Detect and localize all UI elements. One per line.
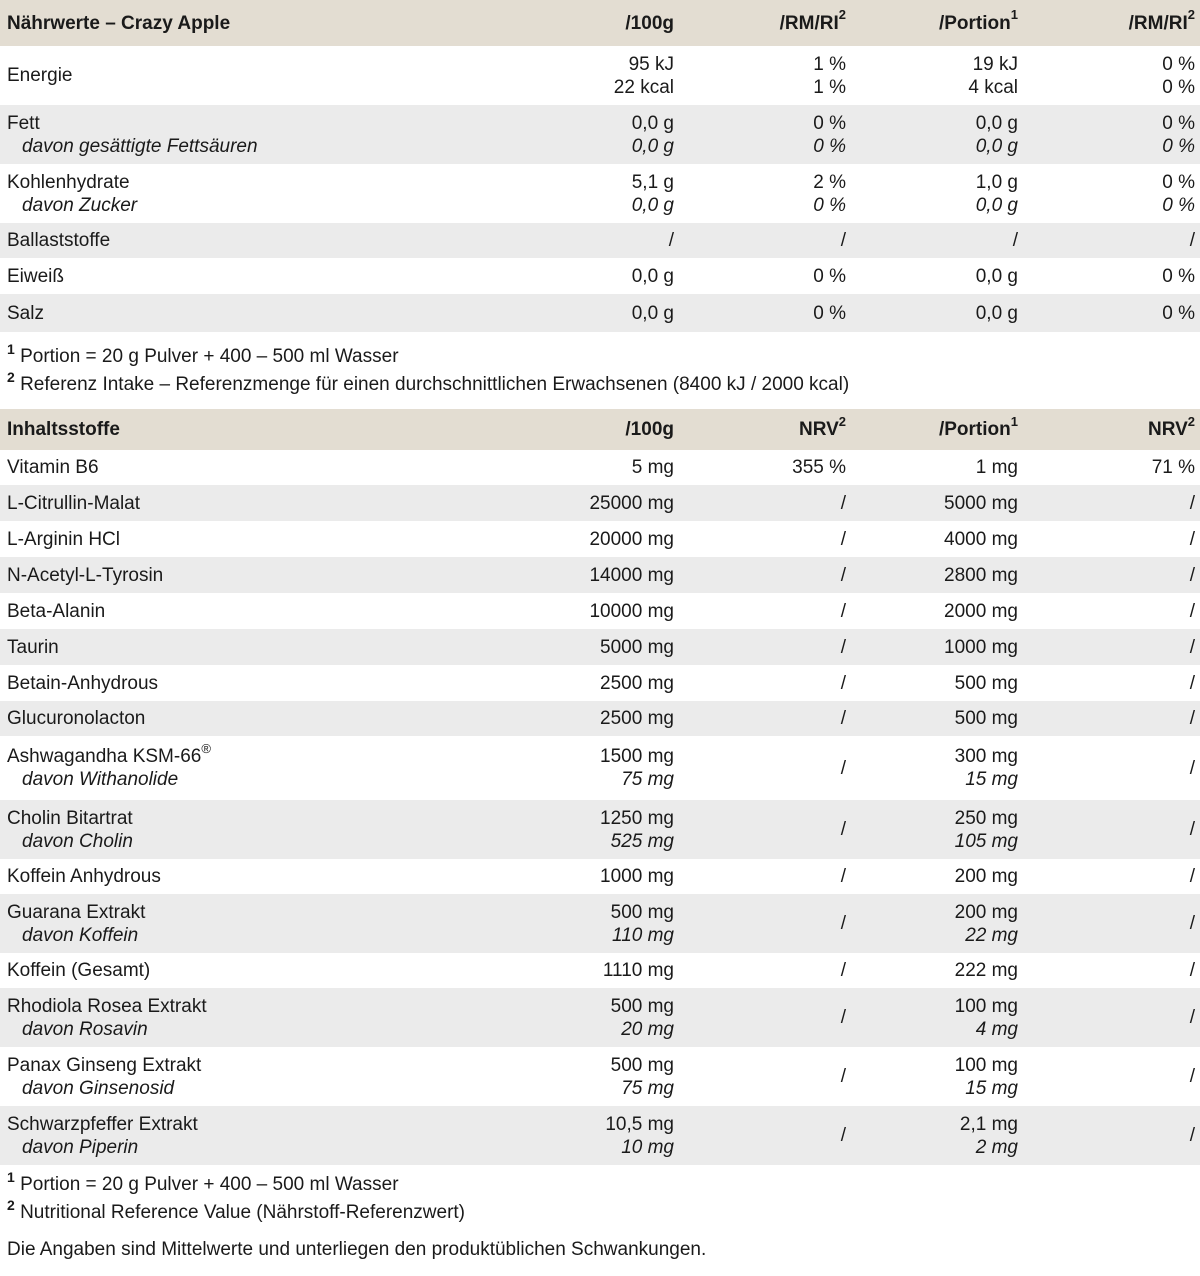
nutrient-name: Salz xyxy=(7,302,44,324)
ingredients-footnotes xyxy=(0,1165,1200,1239)
table-row xyxy=(0,105,1200,164)
nutrition-header-ri100: $/RM/RI^2$ xyxy=(779,7,846,34)
footnote-marker: 2 xyxy=(1187,413,1195,429)
nrv-per-portion: / xyxy=(1189,913,1195,934)
ri-per-portion: 0 % xyxy=(1162,302,1195,324)
value-per-portion: 500 mg xyxy=(954,672,1018,694)
table-row xyxy=(0,1106,1200,1165)
value-per-portion: 300 mg 15 mg xyxy=(954,746,1018,790)
ingredients-header-nrv100: NRV$^2$ xyxy=(798,413,846,440)
nrv-per-portion: / xyxy=(1189,1007,1195,1028)
nrv-per100: / xyxy=(840,528,846,550)
value-per-portion: 100 mg 15 mg xyxy=(954,1054,1018,1099)
value-per100: 500 mg 110 mg xyxy=(610,901,674,946)
value-per100: 500 mg 75 mg xyxy=(610,1054,674,1099)
nrv-per-portion: 71 % xyxy=(1151,457,1195,478)
nutrition-header-per100: /100g xyxy=(625,12,674,34)
ri-per-portion: 0 % 0 % xyxy=(1162,171,1195,216)
ingredient-name: Betain-Anhydrous xyxy=(7,672,159,694)
nrv-per-portion: / xyxy=(1189,600,1195,622)
nrv-per100: / xyxy=(840,913,846,934)
ingredient-name: Guarana Extrakt davon Koffein xyxy=(7,901,146,946)
table-row xyxy=(0,736,1200,800)
table-row xyxy=(0,450,1200,485)
nutrition-table xyxy=(0,0,1200,332)
nrv-per-portion: / xyxy=(1189,492,1195,514)
nrv-per-portion: / xyxy=(1189,819,1195,840)
ri-per100: 0 % xyxy=(813,302,846,324)
value-per-portion: 500 mg xyxy=(954,708,1018,729)
nutrition-footnotes xyxy=(0,332,1200,409)
nrv-per100: / xyxy=(840,708,846,729)
ingredients-header-per100: /100g xyxy=(625,419,674,440)
table-row xyxy=(0,988,1200,1047)
value-per100: 1000 mg xyxy=(600,866,674,887)
nutrition-header-riportion: $/RM/RI^2$ xyxy=(1128,7,1195,34)
nrv-per100: / xyxy=(840,672,846,694)
table-row xyxy=(0,164,1200,223)
table-row xyxy=(0,665,1200,701)
value-per-portion: / xyxy=(1012,230,1018,251)
nutrition-header-row xyxy=(0,0,1200,46)
ingredient-name: Cholin Bitartrat davon Cholin xyxy=(7,807,133,852)
ingredient-name: Panax Ginseng Extrakt davon Ginsenosid xyxy=(7,1054,202,1099)
table-row xyxy=(0,557,1200,593)
ingredient-name: Ashwagandha KSM-66® davon Withanolide xyxy=(7,740,211,790)
footnote: $^1$ Portion = 20 g Pulver + 400 – 500 ml Wasser xyxy=(7,340,399,367)
ri-per100: 2 % 0 % xyxy=(813,171,846,216)
ingredients-header-row xyxy=(0,409,1200,450)
table-row xyxy=(0,294,1200,332)
value-per-portion: 0,0 g 0,0 g xyxy=(975,112,1018,157)
nrv-per-portion: / xyxy=(1189,708,1195,729)
nutrition-header-title: Nährwerte – Crazy Apple xyxy=(7,12,231,34)
nrv-per-portion: / xyxy=(1189,960,1195,981)
table-row xyxy=(0,1047,1200,1106)
value-per100: 2500 mg xyxy=(600,672,674,694)
value-per100: 20000 mg xyxy=(589,528,674,550)
value-per-portion: 4000 mg xyxy=(944,528,1018,550)
registered-mark: ® xyxy=(201,740,211,756)
ingredient-name: Taurin xyxy=(7,636,59,658)
value-per100: 0,0 g xyxy=(631,265,674,287)
footnote-marker: 1 xyxy=(1010,7,1018,23)
ingredient-name: Vitamin B6 xyxy=(7,457,99,478)
value-per-portion: 100 mg 4 mg xyxy=(954,995,1018,1040)
table-row xyxy=(0,46,1200,105)
ingredient-name: Koffein (Gesamt) xyxy=(7,960,151,981)
nrv-per-portion: / xyxy=(1189,866,1195,887)
nrv-per100: / xyxy=(840,757,846,779)
footnote-marker: 2 xyxy=(1187,7,1195,23)
nutrient-name: Kohlenhydrate davon Zucker xyxy=(7,171,138,216)
ingredient-name: L-Arginin HCl xyxy=(7,528,120,550)
ri-per100: 1 % 1 % xyxy=(813,53,846,98)
value-per100: 14000 mg xyxy=(589,564,674,586)
table-row xyxy=(0,258,1200,294)
table-row xyxy=(0,593,1200,629)
nrv-per100: / xyxy=(840,960,846,981)
value-per-portion: 0,0 g xyxy=(975,265,1018,287)
nrv-per100: / xyxy=(840,492,846,514)
table-row xyxy=(0,223,1200,258)
ingredient-name: Rhodiola Rosea Extrakt davon Rosavin xyxy=(7,995,207,1040)
footnote: $^2$ Nutritional Reference Value (Nährstoff-Referenzwert) xyxy=(7,1196,466,1223)
ri-per-portion: / xyxy=(1189,230,1195,251)
nutrient-name: Eiweiß xyxy=(7,265,65,287)
ingredients-header-title: Inhaltsstoffe xyxy=(7,419,120,440)
value-per100: 10000 mg xyxy=(589,600,674,622)
value-per100: 5 mg xyxy=(631,457,674,478)
table-row xyxy=(0,953,1200,988)
value-per100: 1250 mg 525 mg xyxy=(600,807,674,852)
nutrition-section xyxy=(0,0,1200,409)
value-per100: / xyxy=(668,230,674,251)
value-per100: 5000 mg xyxy=(600,636,674,658)
ingredient-name: L-Citrullin-Malat xyxy=(7,492,141,514)
ingredient-name: N-Acetyl-L-Tyrosin xyxy=(7,564,164,586)
nutrient-name: Energie xyxy=(7,65,73,86)
nrv-per-portion: / xyxy=(1189,757,1195,779)
ingredient-name: Beta-Alanin xyxy=(7,600,106,622)
nrv-per100: / xyxy=(840,1125,846,1146)
nrv-per100: / xyxy=(840,564,846,586)
nrv-per100: / xyxy=(840,819,846,840)
ingredient-name: Glucuronolacton xyxy=(7,708,146,729)
ri-per100: / xyxy=(840,230,846,251)
value-per-portion: 1 mg xyxy=(975,457,1018,478)
value-per100: 1500 mg 75 mg xyxy=(600,746,674,790)
value-per100: 25000 mg xyxy=(589,492,674,514)
footnote: $^1$ Portion = 20 g Pulver + 400 – 500 ml Wasser xyxy=(7,1168,399,1195)
value-per-portion: 2,1 mg 2 mg xyxy=(959,1113,1018,1158)
value-per100: 500 mg 20 mg xyxy=(610,995,674,1040)
value-per-portion: 2800 mg xyxy=(944,564,1018,586)
value-per-portion: 1,0 g 0,0 g xyxy=(975,171,1018,216)
footnote: $^2$ Referenz Intake – Referenzmenge für einen durchschnittlichen Erwachsenen (8400 kJ / 2000 kcal) xyxy=(7,368,850,395)
ingredients-section xyxy=(0,409,1200,1239)
table-row xyxy=(0,894,1200,953)
footnote-marker: 1 xyxy=(1010,413,1018,429)
value-per-portion: 5000 mg xyxy=(944,492,1018,514)
ingredient-name: Schwarzpfeffer Extrakt davon Piperin xyxy=(7,1113,198,1158)
footnote-marker: 2 xyxy=(838,7,846,23)
value-per100: 2500 mg xyxy=(600,708,674,729)
nrv-per-portion: / xyxy=(1189,564,1195,586)
value-per-portion: 19 kJ 4 kcal xyxy=(968,53,1018,98)
value-per-portion: 0,0 g xyxy=(975,302,1018,324)
value-per100: 10,5 mg 10 mg xyxy=(605,1113,674,1158)
nrv-per-portion: / xyxy=(1189,636,1195,658)
ri-per-portion: 0 % xyxy=(1162,265,1195,287)
table-row xyxy=(0,701,1200,736)
value-per-portion: 222 mg xyxy=(954,960,1018,981)
ingredients-table xyxy=(0,409,1200,1165)
nrv-per-portion: / xyxy=(1189,1125,1195,1146)
nrv-per100: 355 % xyxy=(792,457,846,478)
ingredients-header-nrvportion: NRV$^2$ xyxy=(1147,413,1195,440)
value-per-portion: 200 mg 22 mg xyxy=(954,901,1018,946)
nrv-per100: / xyxy=(840,636,846,658)
ingredients-header-portion: /Portion$^1$ xyxy=(938,413,1018,440)
table-row xyxy=(0,859,1200,894)
value-per100: 1110 mg xyxy=(602,960,674,981)
ri-per100: 0 % xyxy=(813,265,846,287)
value-per100: 95 kJ 22 kcal xyxy=(613,53,674,98)
table-row xyxy=(0,629,1200,665)
nrv-per100: / xyxy=(840,1066,846,1087)
value-per-portion: 1000 mg xyxy=(944,636,1018,658)
footnote-marker: 2 xyxy=(838,413,846,429)
table-row xyxy=(0,521,1200,557)
ri-per-portion: 0 % 0 % xyxy=(1162,53,1195,98)
value-per100: 5,1 g 0,0 g xyxy=(631,171,674,216)
nrv-per100: / xyxy=(840,1007,846,1028)
nrv-per-portion: / xyxy=(1189,528,1195,550)
value-per-portion: 200 mg xyxy=(954,866,1018,887)
value-per100: 0,0 g 0,0 g xyxy=(631,112,674,157)
nutrient-name: Ballaststoffe xyxy=(7,230,111,251)
value-per100: 0,0 g xyxy=(631,302,674,324)
nrv-per100: / xyxy=(840,866,846,887)
ingredient-name: Koffein Anhydrous xyxy=(7,866,161,887)
ri-per100: 0 % 0 % xyxy=(813,112,846,157)
nrv-per-portion: / xyxy=(1189,672,1195,694)
value-per-portion: 2000 mg xyxy=(944,600,1018,622)
nrv-per100: / xyxy=(840,600,846,622)
nrv-per-portion: / xyxy=(1189,1066,1195,1087)
table-row xyxy=(0,485,1200,521)
table-row xyxy=(0,800,1200,859)
nutrient-name: Fett davon gesättigte Fettsäuren xyxy=(7,112,258,157)
disclaimer-text: Die Angaben sind Mittelwerte und unterliegen den produktüblichen Schwankungen. xyxy=(7,1239,707,1260)
ri-per-portion: 0 % 0 % xyxy=(1162,112,1195,157)
nutrition-header-portion: /Portion$^1$ xyxy=(938,7,1018,34)
value-per-portion: 250 mg 105 mg xyxy=(954,807,1018,852)
